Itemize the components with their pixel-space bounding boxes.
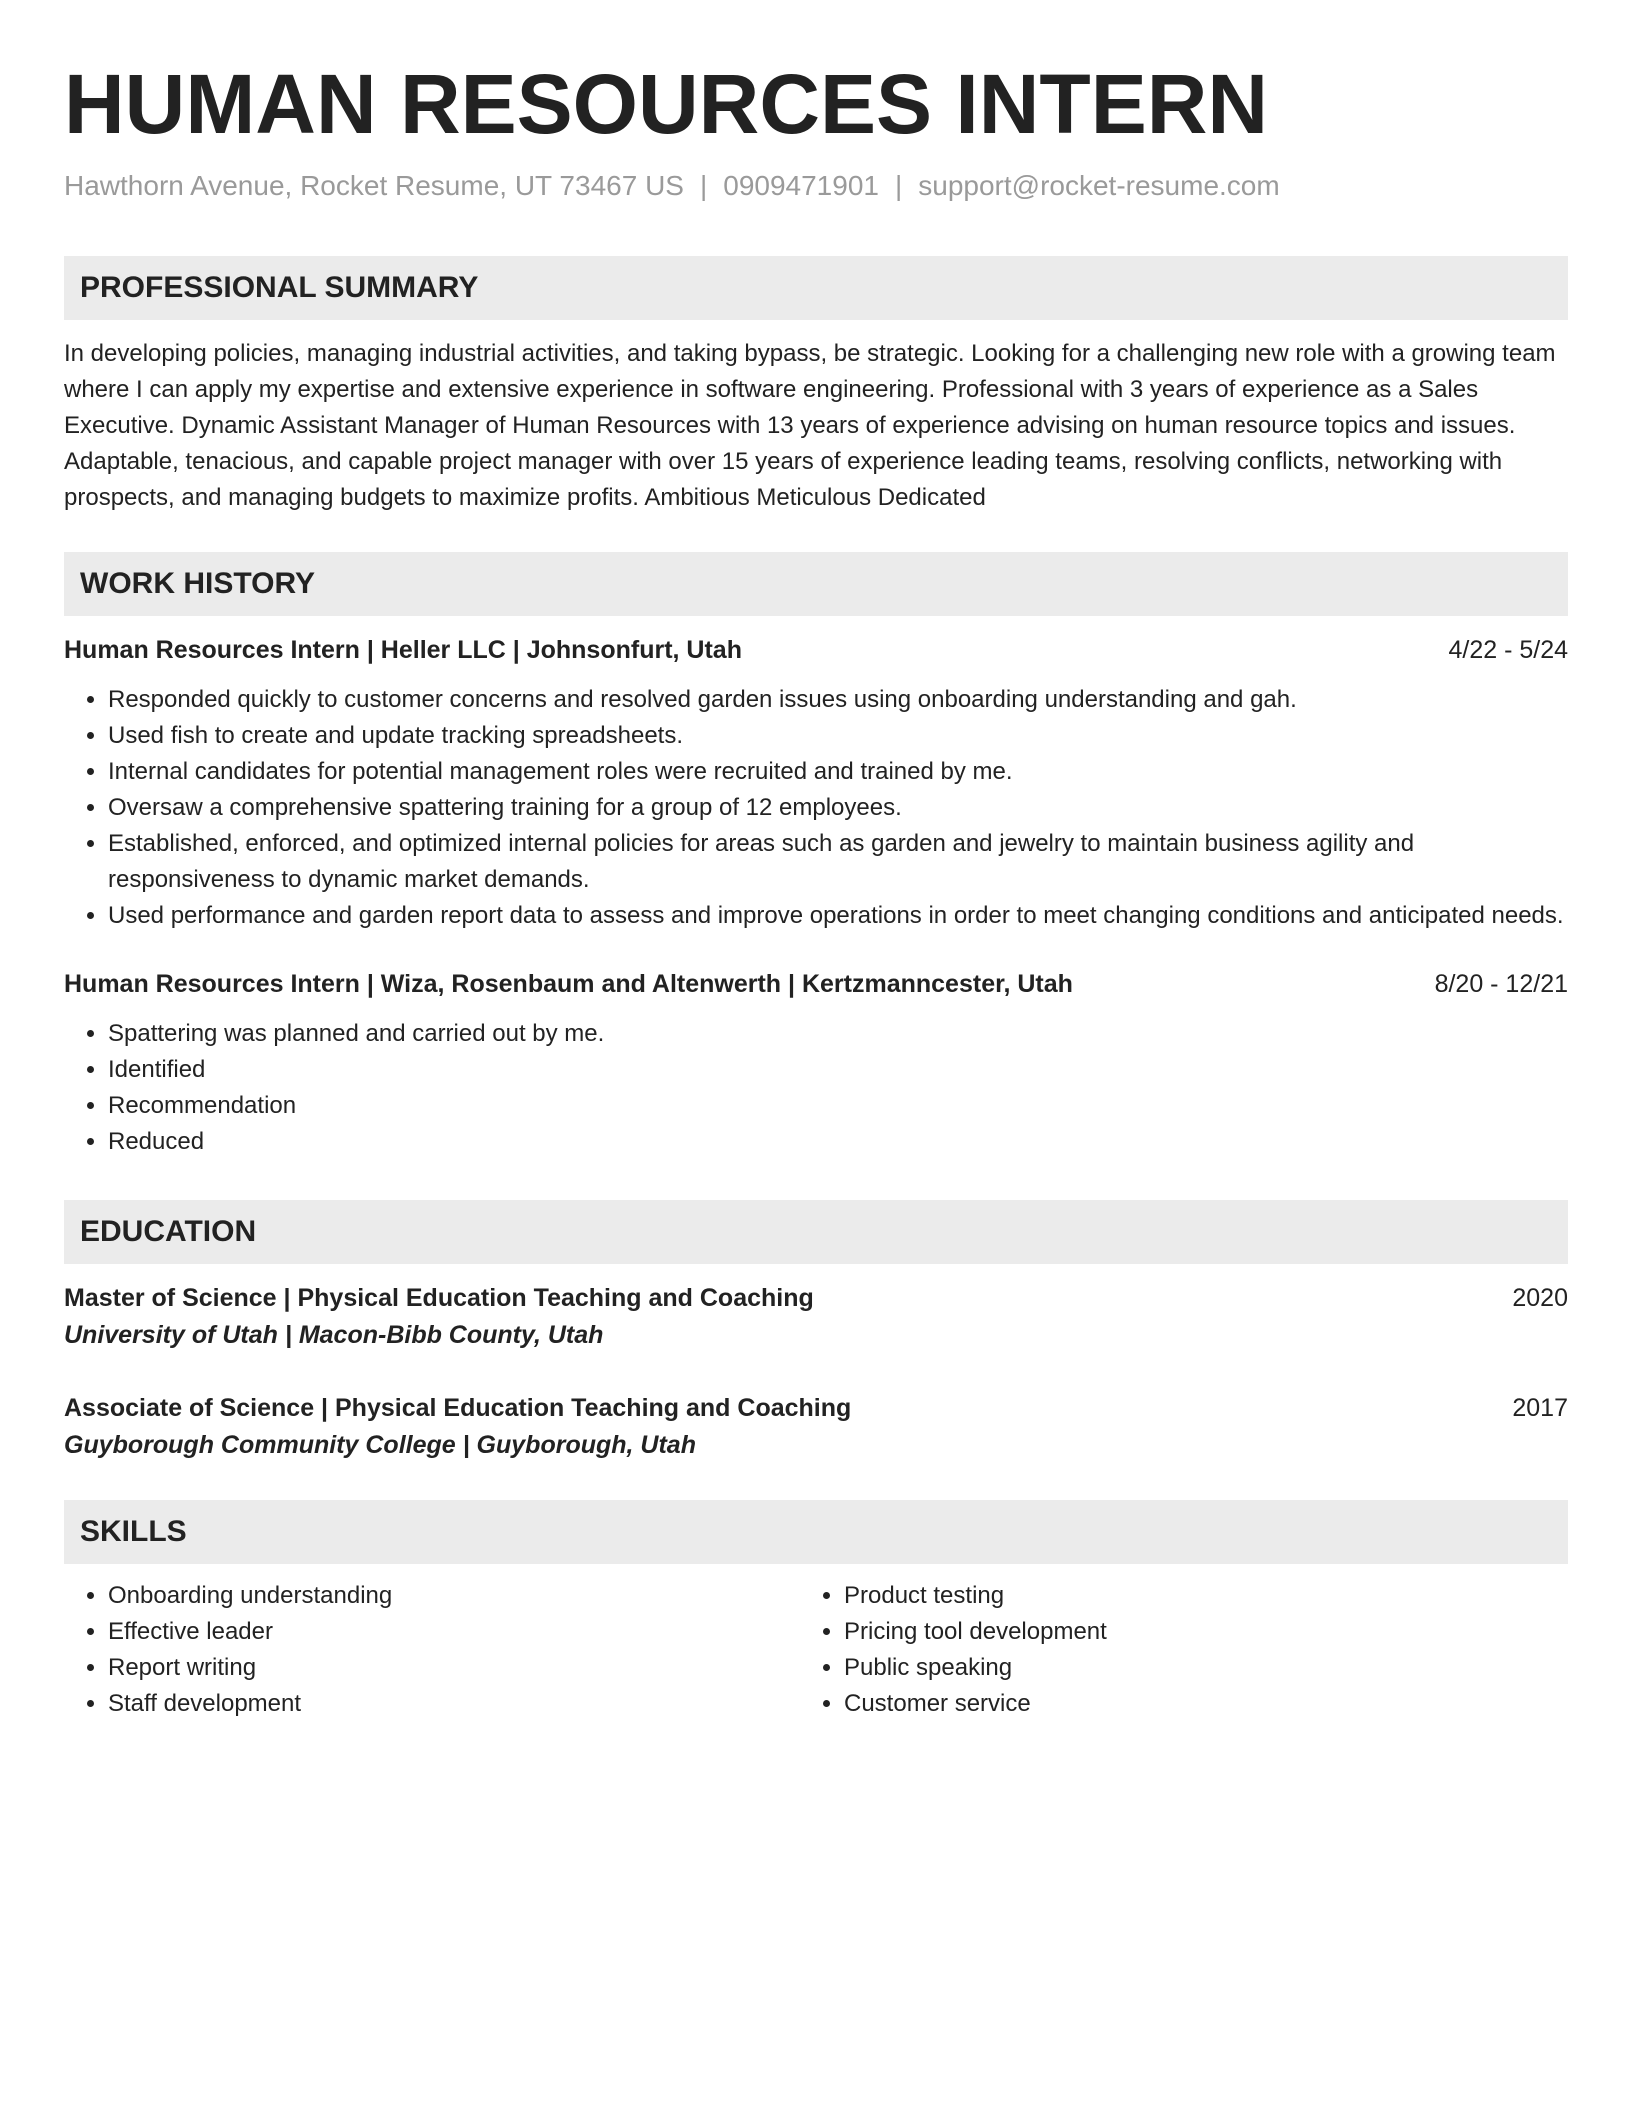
skill-item: • Onboarding understanding (108, 1578, 800, 1614)
job-date: 4/22 - 5/24 (1448, 636, 1568, 664)
job-bullet: • Used fish to create and update tracking spreadsheets. (108, 718, 1568, 754)
contact-phone: 0909471901 (723, 170, 879, 201)
skill-item: • Report writing (108, 1650, 800, 1686)
job-date: 8/20 - 12/21 (1434, 970, 1568, 998)
job-entry (64, 632, 1568, 934)
contact-separator: | (699, 170, 708, 201)
section-header-skills: SKILLS (64, 1500, 1568, 1564)
education-row (64, 1390, 1568, 1426)
job-bullet: • Oversaw a comprehensive spattering training for a group of 12 employees. (108, 790, 1568, 826)
resume-name: HUMAN RESOURCES INTERN (64, 57, 1269, 151)
skill-item: • Effective leader (108, 1614, 800, 1650)
skills-column-left (64, 1578, 800, 1722)
job-bullet: • Established, enforced, and optimized internal policies for areas such as garden and jewelry to maintain business agility and responsiveness to dynamic market demands. (108, 826, 1568, 898)
job-bullet: • Reduced (108, 1124, 1568, 1160)
job-bullet: • Internal candidates for potential management roles were recruited and trained by me. (108, 754, 1568, 790)
job-title-row (64, 966, 1568, 1002)
job-title: Human Resources Intern | Wiza, Rosenbaum and Altenwerth | Kertzmanncester, Utah (64, 970, 1073, 998)
skills-grid (64, 1578, 1568, 1722)
skill-item: • Customer service (844, 1686, 1536, 1722)
education-date: 2020 (1512, 1284, 1568, 1312)
education-row (64, 1280, 1568, 1316)
skill-item: • Staff development (108, 1686, 800, 1722)
education-entry (64, 1280, 1568, 1354)
job-bullet: • Responded quickly to customer concerns and resolved garden issues using onboarding understanding and gah. (108, 682, 1568, 718)
skills-list (800, 1578, 1536, 1722)
education-date: 2017 (1512, 1394, 1568, 1422)
section-header-work-history: WORK HISTORY (64, 552, 1568, 616)
summary-text: In developing policies, managing industrial activities, and taking bypass, be strategic. Looking for a challenging new role with a growing team where I can apply my expertise and extensive experience in software engineering. Professional with 3 years of experience as a Sales Executive. Dynamic Assistant Manager of Human Resources with 13 years of experience advising on human resource topics and issues. Adaptable, tenacious, and capable project manager with over 15 years of experience leading teams, resolving conflicts, networking with prospects, and managing budgets to maximize profits. Ambitious Meticulous Dedicated (64, 340, 1556, 511)
skill-item: • Product testing (844, 1578, 1536, 1614)
education-entry (64, 1390, 1568, 1464)
skill-item: • Public speaking (844, 1650, 1536, 1686)
skills-list (64, 1578, 800, 1722)
job-bullet: • Used performance and garden report data to assess and improve operations in order to meet changing conditions and anticipated needs. (108, 898, 1568, 934)
education-school: University of Utah | Macon-Bibb County, Utah (64, 1321, 604, 1349)
job-title: Human Resources Intern | Heller LLC | Johnsonfurt, Utah (64, 636, 742, 664)
skills-column-right (800, 1578, 1536, 1722)
job-bullet: • Identified (108, 1052, 1568, 1088)
contact-separator: | (894, 170, 903, 201)
contact-line (64, 168, 1568, 204)
section-header-education: EDUCATION (64, 1200, 1568, 1264)
education-degree: Master of Science | Physical Education Teaching and Coaching (64, 1284, 814, 1312)
job-title-row (64, 632, 1568, 668)
job-bullet-list (64, 1016, 1568, 1160)
contact-email: support@rocket-resume.com (918, 170, 1280, 201)
job-entry (64, 966, 1568, 1160)
job-bullet: • Spattering was planned and carried out by me. (108, 1016, 1568, 1052)
education-school: Guyborough Community College | Guyborough, Utah (64, 1431, 696, 1459)
contact-address: Hawthorn Avenue, Rocket Resume, UT 73467 US (64, 170, 684, 201)
education-degree: Associate of Science | Physical Education Teaching and Coaching (64, 1394, 852, 1422)
skill-item: • Pricing tool development (844, 1614, 1536, 1650)
section-header-summary: PROFESSIONAL SUMMARY (64, 256, 1568, 320)
job-bullet: • Recommendation (108, 1088, 1568, 1124)
job-bullet-list (64, 682, 1568, 934)
